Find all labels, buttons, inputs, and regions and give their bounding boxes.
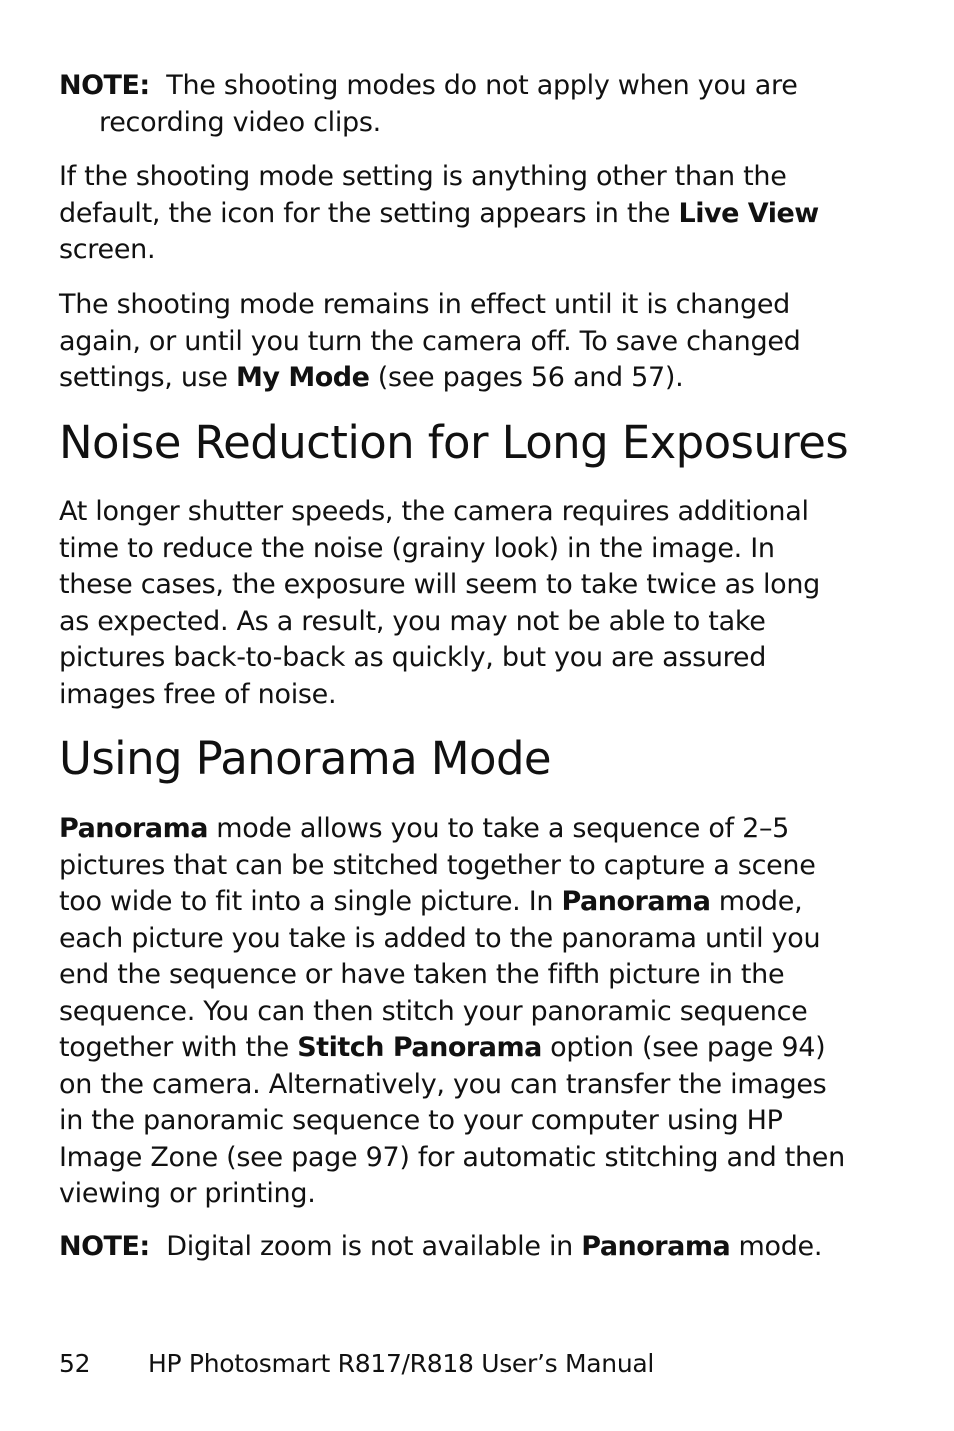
- paragraph-text: If the shooting mode setting is anything other than the default, the icon for the setting appears in the: [59, 161, 787, 229]
- live-view-term: Live View: [678, 197, 819, 229]
- note-text: mode.: [730, 1231, 823, 1262]
- manual-title: HP Photosmart R817/R818 User’s Manual: [148, 1349, 655, 1378]
- paragraph-text: The shooting mode remains in effect until it is changed again, or until you turn the camera off. To save changed settings, use: [59, 289, 801, 393]
- paragraph-text: mode, each picture you take is added to the panorama until you end the sequence or have taken the fifth picture in the sequence. You can then stitch your panoramic sequence together with the: [59, 886, 821, 1063]
- paragraph-panorama-mode: [59, 811, 849, 1213]
- paragraph-text: screen.: [59, 234, 156, 265]
- heading-noise-reduction: Noise Reduction for Long Exposures: [59, 416, 849, 469]
- note-text: The shooting modes do not apply when you are recording video clips.: [99, 70, 798, 138]
- stitch-panorama-term: Stitch Panorama: [297, 1032, 542, 1063]
- note-text: Digital zoom is not available in: [166, 1231, 582, 1262]
- note-video-clips: [59, 68, 859, 141]
- paragraph-text: (see pages 56 and 57).: [369, 362, 684, 393]
- paragraph-shooting-mode-effect: [59, 287, 849, 397]
- page-number: 52: [59, 1349, 91, 1378]
- note-digital-zoom: [59, 1229, 859, 1266]
- note-label: NOTE:: [59, 70, 150, 101]
- panorama-term: Panorama: [561, 886, 711, 917]
- paragraph-noise-reduction: At longer shutter speeds, the camera requires additional time to reduce the noise (grainy look) in the image. In these cases, the exposure will seem to take twice as long as expected. As a result, you may not be able to take pictures back-to-back as quickly, but you are assured images free of noise.: [59, 496, 821, 710]
- panorama-term: Panorama: [59, 813, 208, 844]
- my-mode-term: My Mode: [236, 362, 370, 393]
- panorama-term: Panorama: [581, 1231, 731, 1262]
- page-footer: [59, 1349, 654, 1378]
- paragraph-text: mode allows you to take a sequence of 2–5 pictures that can be stitched together to capture a scene too wide to fit into a single picture. In: [59, 813, 816, 917]
- paragraph-shooting-mode-icon: [59, 159, 849, 269]
- note-label: NOTE:: [59, 1231, 150, 1262]
- heading-panorama-mode: Using Panorama Mode: [59, 732, 552, 785]
- paragraph-text: option (see page 94) on the camera. Alternatively, you can transfer the images in the panoramic sequence to your computer using HP Image Zone (see page 97) for automatic stitching and then viewing or printing.: [59, 1032, 845, 1209]
